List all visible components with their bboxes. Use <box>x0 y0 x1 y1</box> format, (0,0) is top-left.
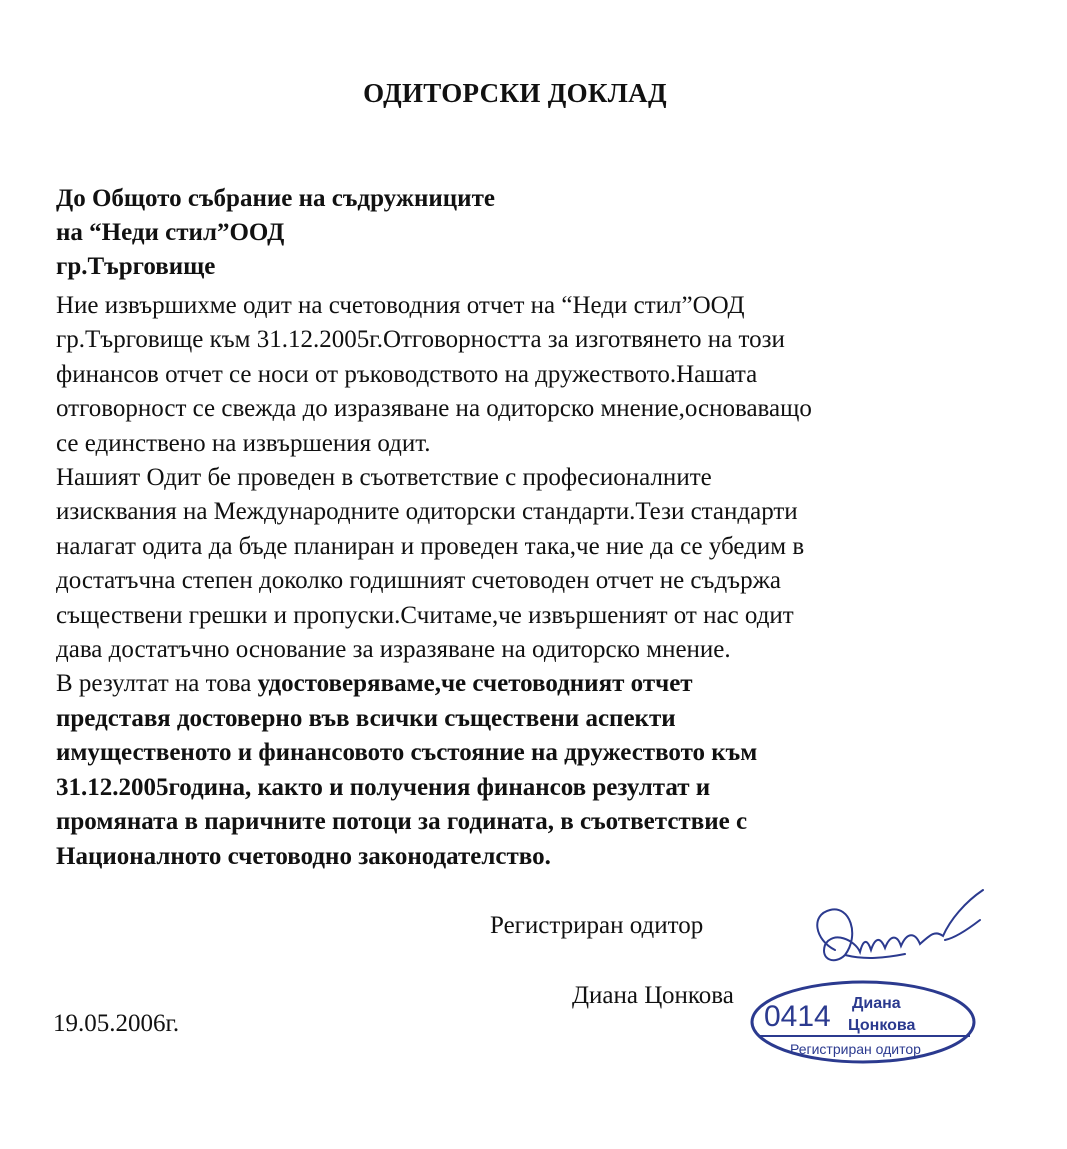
addressee-line: До Общото събрание на съдружниците <box>56 185 495 212</box>
text-line: финансов отчет се носи от ръководството на дружеството.Нашата <box>56 360 758 388</box>
auditor-stamp <box>748 978 978 1066</box>
document-date: 19.05.2006г. <box>53 1010 180 1037</box>
addressee-line: гр.Търговище <box>56 253 216 280</box>
stamp-number: 0414 <box>764 1000 831 1033</box>
stamp-name-last: Цонкова <box>848 1017 916 1034</box>
addressee-line: на “Неди стил”ООД <box>56 219 285 246</box>
text-line: гр.Търговище към 31.12.2005г.Отговорността за изготвянето на този <box>56 326 785 354</box>
handwritten-signature <box>805 880 995 990</box>
paragraph-opinion <box>56 667 1016 873</box>
text-line: дава достатъчно основание за изразяване на одиторско мнение. <box>56 636 731 664</box>
text-line: съществени грешки и пропуски.Считаме,че извършеният от нас одит <box>56 601 794 629</box>
text-line: представя достоверно във всички съществени аспекти <box>56 704 676 732</box>
opinion-bold-start: удостоверяваме,че счетоводният отчет <box>257 670 693 698</box>
paragraph-standards <box>56 461 1016 667</box>
text-line: достатъчна степен доколко годишният счетоводен отчет не съдържа <box>56 567 781 595</box>
addressee-block <box>56 182 495 284</box>
text-line: промяната в паричните потоци за годината, в съответствие с <box>56 808 748 836</box>
text-line: се единствено на извършения одит. <box>56 429 431 457</box>
text-line: Националното счетоводно законодателство. <box>56 842 551 870</box>
text-line <box>56 667 1016 701</box>
report-body <box>56 289 1016 874</box>
text-line: налагат одита да бъде планиран и проведен така,че ние да се убедим в <box>56 532 805 560</box>
document-title: ОДИТОРСКИ ДОКЛАД <box>363 78 667 108</box>
text-line: Ние извършихме одит на счетоводния отчет на “Неди стил”ООД <box>56 292 745 319</box>
signature-stroke <box>817 890 983 960</box>
text-line: 31.12.2005година, както и получения финансов резултат и <box>56 773 711 801</box>
text-line: изисквания на Международните одиторски стандарти.Тези стандарти <box>56 498 798 526</box>
signatory-title: Регистриран одитор <box>490 912 704 939</box>
signatory-name: Диана Цонкова <box>572 982 734 1009</box>
opinion-intro: В резултат на това <box>56 670 258 698</box>
text-line: отговорност се свежда до изразяване на одиторско мнение,основаващо <box>56 395 812 423</box>
stamp-name-first: Диана <box>852 995 901 1012</box>
paragraph-scope <box>56 289 1016 461</box>
text-line: Нашият Одит бе проведен в съответствие с професионалните <box>56 464 712 492</box>
stamp-caption: Регистриран одитор <box>790 1041 921 1057</box>
text-line: имущественото и финансовото състояние на дружеството към <box>56 739 758 767</box>
